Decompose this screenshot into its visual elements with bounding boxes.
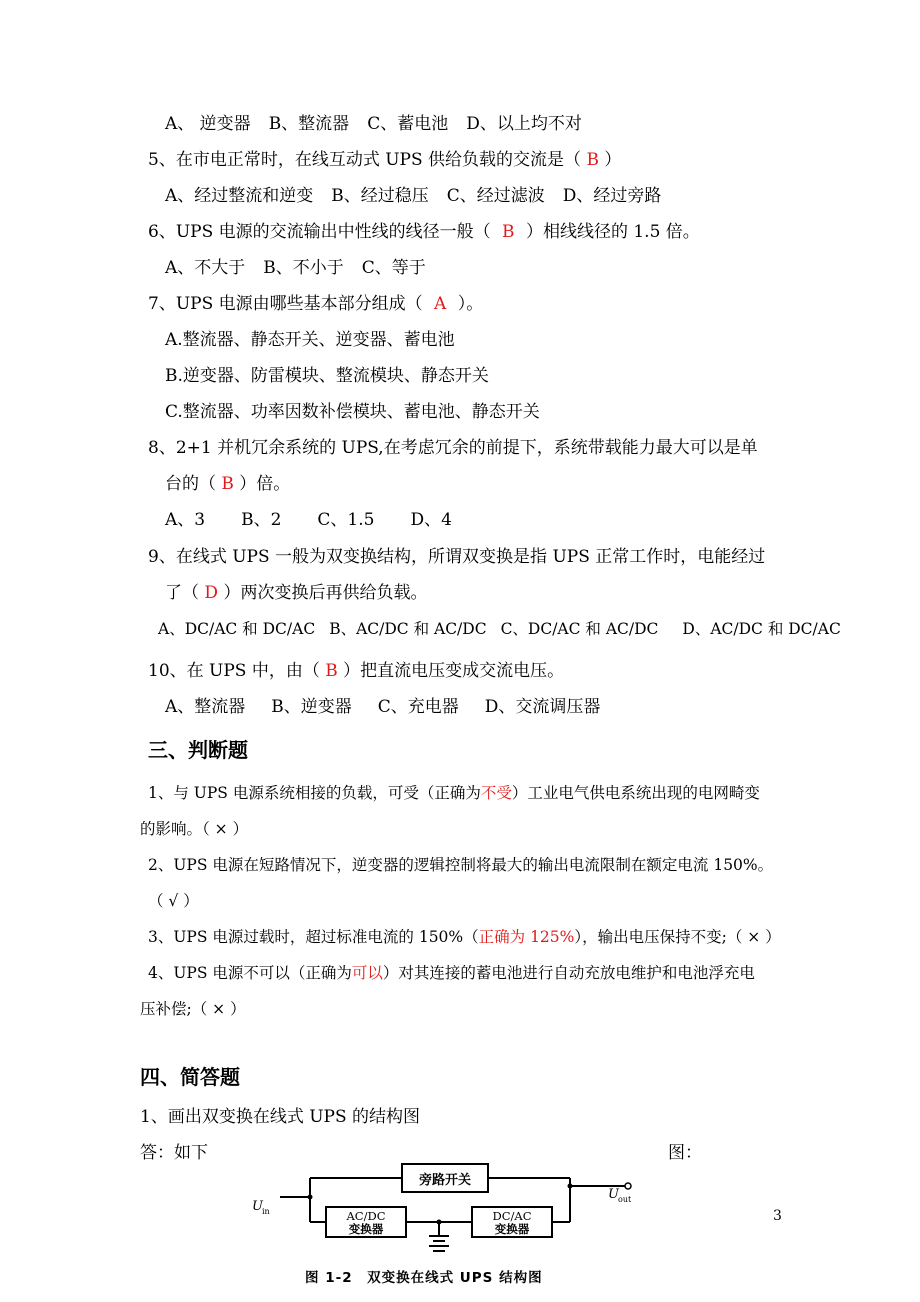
question-10 <box>148 659 564 683</box>
dcac-label-1: DC/AC <box>492 1209 532 1223</box>
q6-options <box>165 256 426 280</box>
q10-option-c: C、充电器 <box>377 697 459 717</box>
judgement-3 <box>148 925 781 949</box>
output-terminal <box>625 1183 631 1189</box>
j4-text-end: ）对其连接的蓄电池进行自动充放电维护和电池浮充电 <box>382 964 755 982</box>
j4-text: 4、UPS 电源不可以（正确为 <box>148 964 352 982</box>
q8-option-c: C、1.5 <box>317 510 375 530</box>
q5-option-c: C、经过滤波 <box>446 186 545 206</box>
q9-text: 了（ <box>165 583 205 603</box>
battery-junction <box>437 1220 442 1225</box>
judgement-2-cont: （ √ ） <box>148 892 199 910</box>
page-number: 3 <box>773 1208 782 1224</box>
j4-correction: 可以 <box>351 964 383 982</box>
q9-option-c: C、DC/AC 和 AC/DC <box>500 620 659 638</box>
question-9-cont <box>165 581 427 605</box>
q9-option-d: D、AC/DC 和 DC/AC <box>682 620 841 638</box>
q5-option-a: A、经过整流和逆变 <box>165 186 314 206</box>
answer-label: 答：如下 <box>140 1143 208 1163</box>
question-9: 9、在线式 UPS 一般为双变换结构，所谓双变换是指 UPS 正常工作时，电能经过 <box>148 547 766 567</box>
acdc-label-1: AC/DC <box>346 1209 386 1223</box>
dcac-label-2: 变换器 <box>494 1222 530 1236</box>
q8-option-d: D、4 <box>410 510 452 530</box>
q4-option-d: D、以上均不对 <box>466 114 582 134</box>
j1-text-end: ）工业电气供电系统出现的电网畸变 <box>511 784 760 802</box>
q7-text: 7、UPS 电源由哪些基本部分组成（ <box>148 294 429 314</box>
q6-text: 6、UPS 电源的交流输出中性线的线径一般（ <box>148 222 497 242</box>
q8-text-end: ）倍。 <box>233 474 291 494</box>
uin-subscript: in <box>262 1207 270 1216</box>
uin-label: U <box>252 1199 263 1214</box>
q5-option-d: D、经过旁路 <box>562 186 662 206</box>
q10-option-b: B、逆变器 <box>271 697 352 717</box>
q5-text-end: ） <box>598 150 622 170</box>
q6-option-a: A、不大于 <box>165 258 246 278</box>
q7-option-c: C.整流器、功率因数补偿模块、蓄电池、静态开关 <box>165 402 540 422</box>
q8-answer: B <box>221 474 234 494</box>
q10-option-a: A、整流器 <box>165 697 246 717</box>
q8-options <box>165 508 452 532</box>
output-junction <box>568 1184 573 1189</box>
q5-options <box>165 184 661 208</box>
q9-option-b: B、AC/DC 和 AC/DC <box>329 620 487 638</box>
judgement-1 <box>148 781 760 805</box>
q6-option-b: B、不小于 <box>263 258 344 278</box>
question-8-cont <box>165 472 290 496</box>
q8-option-a: A、3 <box>165 510 206 530</box>
q9-options <box>158 617 841 641</box>
q6-answer: B <box>502 222 515 242</box>
question-6 <box>148 220 700 244</box>
q9-option-a: A、DC/AC 和 DC/AC <box>158 620 316 638</box>
q7-text-end: ）。 <box>452 294 484 314</box>
uout-subscript: out <box>618 1195 632 1204</box>
q8-text: 台的（ <box>165 474 222 494</box>
bypass-label: 旁路开关 <box>418 1173 472 1188</box>
q8-option-b: B、2 <box>241 510 282 530</box>
uout-label: U <box>608 1187 619 1202</box>
j3-correction: 正确为 125% <box>478 928 575 946</box>
q4-option-b: B、整流器 <box>268 114 350 134</box>
section-4-title: 四、简答题 <box>140 1065 240 1089</box>
q6-text-end: ）相线线径的 1.5 倍。 <box>520 222 700 242</box>
q9-text-end: ）两次变换后再供给负载。 <box>218 583 428 603</box>
acdc-label-2: 变换器 <box>348 1222 384 1236</box>
q7-option-a: A.整流器、静态开关、逆变器、蓄电池 <box>165 330 455 350</box>
q10-options <box>165 695 600 719</box>
q10-text: 10、在 UPS 中，由（ <box>148 661 326 681</box>
question-5 <box>148 148 621 172</box>
q5-option-b: B、经过稳压 <box>331 186 429 206</box>
judgement-4-cont: 压补偿;（ × ） <box>140 1000 246 1018</box>
answer-label-end: 图： <box>668 1143 702 1163</box>
j3-text: 3、UPS 电源过载时，超过标准电流的 150%（ <box>148 928 479 946</box>
j1-correction: 不受 <box>480 784 512 802</box>
q10-text-end: ）把直流电压变成交流电压。 <box>337 661 565 681</box>
q7-answer: A <box>434 294 447 314</box>
short-question-1: 1、画出双变换在线式 UPS 的结构图 <box>140 1107 421 1127</box>
ups-structure-diagram <box>240 1150 660 1270</box>
q4-option-c: C、蓄电池 <box>367 114 449 134</box>
question-7 <box>148 292 483 316</box>
judgement-2: 2、UPS 电源在短路情况下，逆变器的逻辑控制将最大的输出电流限制在额定电流 150%。 <box>148 856 774 874</box>
judgement-1-cont: 的影响。（ × ） <box>140 820 249 838</box>
battery-icon <box>429 1236 449 1251</box>
q9-answer: D <box>204 583 219 603</box>
q6-option-c: C、等于 <box>361 258 426 278</box>
q4-options <box>165 112 582 136</box>
j1-text: 1、与 UPS 电源系统相接的负载，可受（正确为 <box>148 784 481 802</box>
judgement-4 <box>148 961 755 985</box>
q5-text: 5、在市电正常时，在线互动式 UPS 供给负载的交流是（ <box>148 150 587 170</box>
section-3-title: 三、判断题 <box>148 738 248 762</box>
input-junction <box>308 1195 313 1200</box>
q10-option-d: D、交流调压器 <box>484 697 601 717</box>
q10-answer: B <box>325 661 338 681</box>
q5-answer: B <box>586 150 599 170</box>
j3-text-end: ），输出电压保持不变;（ × ） <box>574 928 781 946</box>
q7-option-b: B.逆变器、防雷模块、整流模块、静态开关 <box>165 366 489 386</box>
diagram-caption: 图 1-2 双变换在线式 UPS 结构图 <box>305 1270 543 1286</box>
question-8: 8、2+1 并机冗余系统的 UPS,在考虑冗余的前提下，系统带载能力最大可以是单 <box>148 438 758 458</box>
q4-option-a: A、 逆变器 <box>165 114 251 134</box>
